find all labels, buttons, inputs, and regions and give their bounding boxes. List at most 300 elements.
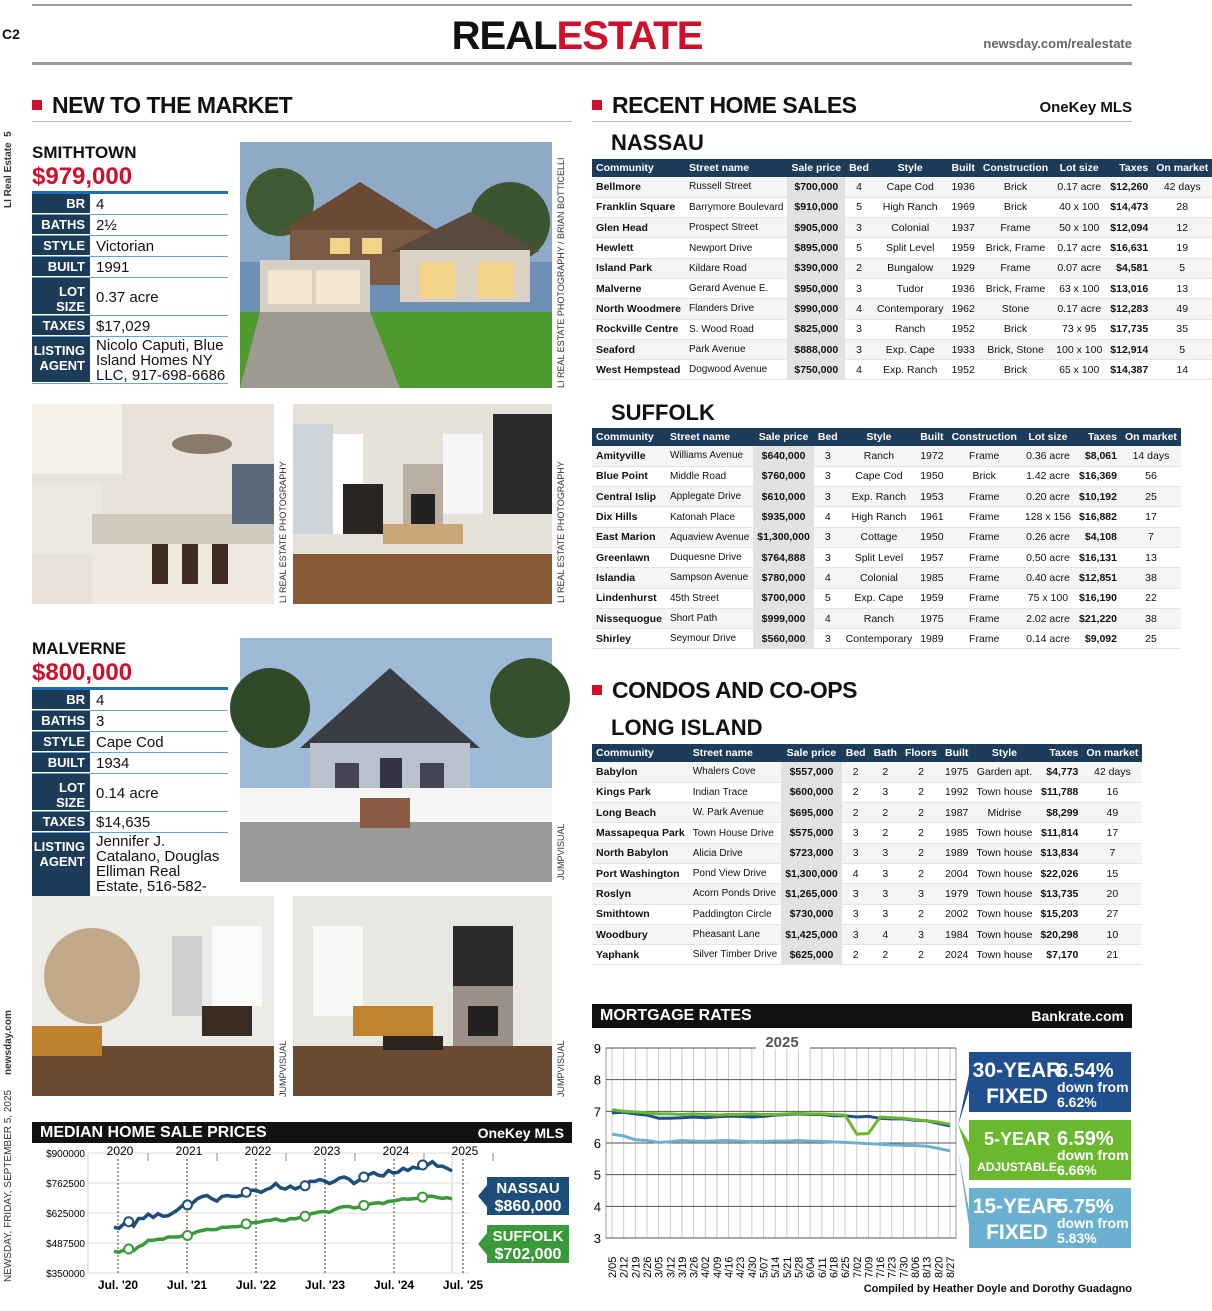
table-cell: Dix Hills [592,507,666,527]
rate-down-label: down from [1057,1215,1129,1231]
table-cell: $4,108 [1075,527,1121,547]
table-cell: Town house [972,924,1036,944]
table-cell: $895,000 [787,238,845,258]
column-header: Bed [842,744,870,762]
table-cell: $910,000 [787,197,845,217]
table-row [592,446,1181,466]
table-row [592,299,1212,319]
x-tick-label: 8/27 [945,1256,957,1278]
table-cell: 16 [1082,782,1142,802]
table-row [592,803,1142,823]
table-cell: Brick [979,177,1052,197]
spec-label: BR [32,194,90,214]
table-cell: 3 [842,924,870,944]
table-cell: 38 [1121,608,1181,628]
y-tick-label: 9 [593,1041,601,1056]
table-cell: Split Level [842,547,917,567]
spec-label: LISTING AGENT [32,337,90,383]
spec-row [32,215,228,236]
spec-value: 3 [96,713,105,730]
table-cell: $16,631 [1106,238,1152,258]
table-cell: 65 x 100 [1052,360,1106,380]
table-cell: 56 [1121,466,1181,486]
table-cell: $12,283 [1106,299,1152,319]
table-cell: 19 [1152,238,1212,258]
table-cell: 49 [1082,803,1142,823]
table-cell: 4 [842,863,870,883]
table-cell: 28 [1152,197,1212,217]
table-cell: 3 [814,547,842,567]
table-cell: 2 [842,782,870,802]
table-row [592,319,1212,339]
year-label: 2020 [106,1144,134,1158]
data-point [183,1231,192,1240]
column-header: Sale price [787,159,845,177]
table-cell: Long Beach [592,803,689,823]
table-cell: $935,000 [753,507,814,527]
table-cell: 5 [845,238,873,258]
x-tick-label: Jul. '24 [373,1278,415,1292]
listing-smithtown [32,143,228,384]
table-cell: 14 days [1121,446,1181,466]
table-cell: 27 [1082,904,1142,924]
callout-pointer [478,1185,487,1207]
rate-value: 6.54% [1057,1060,1114,1082]
table-cell: Frame [979,258,1052,278]
spec-label: TAXES [32,812,90,832]
table-cell: 0.14 acre [1021,629,1075,649]
table-cell: Massapequa Park [592,823,689,843]
table-row [592,762,1142,782]
suffolk-table [592,428,1177,649]
table-cell: 3 [870,884,901,904]
table-row [592,568,1181,588]
table-cell: 2 [901,904,941,924]
x-tick-label: 3/12 [665,1256,678,1278]
table-cell: Amityville [592,446,666,466]
spec-row [32,257,228,278]
table-cell: $9,092 [1075,629,1121,649]
column-header: Lot size [1052,159,1106,177]
table-cell: $999,000 [753,608,814,628]
table-cell: 0.20 acre [1021,487,1075,507]
table-cell: 1950 [916,466,947,486]
table-cell: 2 [842,945,870,965]
y-tick-label: $350000 [46,1269,85,1280]
table-cell: 2 [870,762,901,782]
table-cell: Brick, Stone [979,339,1052,359]
table-cell: 17 [1121,507,1181,527]
table-cell: $14,473 [1106,197,1152,217]
table-cell: 2 [901,782,941,802]
table-cell: 1957 [916,547,947,567]
y-tick-label: 5 [593,1167,601,1183]
table-cell: 2004 [941,863,972,883]
table-cell: Aquaview Avenue [666,527,753,547]
x-tick-label: 7/02 [851,1256,864,1278]
table-cell: $950,000 [787,278,845,298]
table-cell: Brick, Frame [979,278,1052,298]
table-cell: 3 [870,782,901,802]
table-cell: 1929 [947,258,978,278]
table-cell: W. Park Avenue [689,803,781,823]
table-cell: $695,000 [781,803,842,823]
table-cell: Frame [948,446,1021,466]
table-cell: $990,000 [787,299,845,319]
spec-row [32,194,228,215]
table-cell: $575,000 [781,823,842,843]
x-tick-label: 4/02 [700,1256,713,1278]
side-date-label: NEWSDAY, FRIDAY, SEPTEMBER 5, 2025 [3,1089,14,1282]
column-header: Style [842,428,917,446]
spec-value: 2½ [96,217,117,234]
table-cell: $14,387 [1106,360,1152,380]
table-cell: Pheasant Lane [689,924,781,944]
column-header: On market [1152,159,1212,177]
table-cell: $12,914 [1106,339,1152,359]
spec-value: Cape Cod [96,734,164,751]
listing-specs [32,687,228,910]
column-header: Built [947,159,978,177]
x-tick-label: Jul. '25 [442,1278,484,1292]
table-cell: Franklin Square [592,197,685,217]
table-cell: 21 [1082,945,1142,965]
table-cell: Whalers Cove [689,762,781,782]
table-cell: $20,298 [1036,924,1082,944]
table-cell: 3 [842,904,870,924]
table-cell: $557,000 [781,762,842,782]
table-cell: 22 [1121,588,1181,608]
table-row [592,258,1212,278]
table-cell: Flanders Drive [685,299,787,319]
table-cell: $13,834 [1036,843,1082,863]
table-cell: $11,788 [1036,782,1082,802]
table-cell: 7 [1082,843,1142,863]
column-header: Street name [689,744,781,762]
table-cell: Alicia Drive [689,843,781,863]
rate-prev: 6.66% [1057,1162,1097,1178]
table-cell: 5 [814,588,842,608]
rate-box-pointer [958,1124,969,1158]
table-cell: Ranch [842,446,917,466]
table-cell: 75 x 100 [1021,588,1075,608]
table-cell: Town House Drive [689,823,781,843]
top-rule [32,4,1132,6]
x-tick-label: 6/11 [816,1257,829,1278]
table-cell: 38 [1121,568,1181,588]
kitchen-photo [32,404,274,604]
spec-value: 4 [96,196,105,213]
table-cell: 2.02 acre [1021,608,1075,628]
callout-value: $860,000 [494,1198,562,1215]
table-cell: Exp. Cape [842,588,917,608]
table-cell: Frame [948,629,1021,649]
photo-credit: LI REAL ESTATE PHOTOGRAPHY [278,461,288,603]
listing-city: MALVERNE [32,639,127,658]
table-cell: 40 x 100 [1052,197,1106,217]
x-tick-label: 7/16 [875,1256,888,1278]
table-cell: Glen Head [592,218,685,238]
table-cell: Frame [948,588,1021,608]
spec-label: BUILT [32,753,90,773]
table-cell: 13 [1121,547,1181,567]
table-cell: 2 [842,803,870,823]
table-cell: 10 [1082,924,1142,944]
table-cell: $16,131 [1075,547,1121,567]
x-tick-label: 4/23 [735,1256,748,1278]
table-cell: Brick [948,466,1021,486]
x-tick-label: 2/19 [630,1256,643,1278]
table-cell: $700,000 [753,588,814,608]
table-cell: $8,061 [1075,446,1121,466]
side-site-label: newsday.com [3,1010,14,1075]
condos-heading: CONDOS AND CO-OPS [592,677,857,704]
table-cell: Frame [948,527,1021,547]
table-cell: 1961 [916,507,947,527]
callout-value: $702,000 [494,1246,562,1263]
suffolk-heading: SUFFOLK [611,400,715,425]
table-cell: 4 [845,177,873,197]
table-cell: Lindenhurst [592,588,666,608]
table-cell: 1937 [947,218,978,238]
x-tick-label: Jul. '20 [97,1278,139,1292]
column-header: Taxes [1036,744,1082,762]
table-cell: 15 [1082,863,1142,883]
listing-malverne [32,639,228,910]
column-header: Bed [814,428,842,446]
listing-specs [32,191,228,384]
table-cell: 1985 [916,568,947,588]
table-cell: $730,000 [781,904,842,924]
table-cell: $12,094 [1106,218,1152,238]
spec-row [32,690,228,711]
spec-row [32,337,228,384]
table-cell: $1,300,000 [781,863,842,883]
data-point [124,1217,133,1226]
table-cell: 1989 [941,843,972,863]
y-tick-label: 6 [593,1136,601,1151]
y-tick-label: $625000 [46,1209,85,1220]
x-tick-label: 3/05 [653,1256,666,1278]
table-cell: Babylon [592,762,689,782]
table-cell: $723,000 [781,843,842,863]
table-cell: Ranch [873,319,948,339]
table-row [592,863,1142,883]
table-cell: Middle Road [666,466,753,486]
column-header: Street name [666,428,753,446]
side-section-label: LI Real Estate 5 [3,131,14,208]
rate-term: 15-YEAR [972,1195,1062,1218]
table-cell: Brick [979,319,1052,339]
data-point [301,1181,310,1190]
table-row [592,466,1181,486]
spec-row [32,278,228,316]
table-cell: North Babylon [592,843,689,863]
table-cell: Town house [972,843,1036,863]
table-cell: Garden apt. [972,762,1036,782]
y-tick-label: 8 [593,1072,601,1088]
column-header: Community [592,428,666,446]
long-island-heading: LONG ISLAND [611,715,763,740]
table-cell: Frame [979,218,1052,238]
table-cell: 1953 [916,487,947,507]
table-row [592,843,1142,863]
table-cell: $780,000 [753,568,814,588]
table-cell: $22,026 [1036,863,1082,883]
table-cell: 2002 [941,904,972,924]
x-tick-label: 2/12 [618,1256,631,1278]
table-cell: 1952 [947,360,978,380]
table-cell: 1952 [947,319,978,339]
table-cell: North Woodmere [592,299,685,319]
spec-row [32,774,228,812]
table-cell: 12 [1152,218,1212,238]
table-cell: $750,000 [787,360,845,380]
table-cell: 0.26 acre [1021,527,1075,547]
table-cell: 2024 [941,945,972,965]
rate-value: 5.75% [1057,1196,1114,1218]
table-cell: Frame [948,568,1021,588]
table-cell: Ranch [842,608,917,628]
table-cell: $1,300,000 [753,527,814,547]
table-cell: Yaphank [592,945,689,965]
y-tick-label: $900000 [46,1149,85,1160]
table-cell: $12,260 [1106,177,1152,197]
table-row [592,487,1181,507]
column-header: Community [592,159,685,177]
table-cell: 4 [845,299,873,319]
table-cell: West Hempstead [592,360,685,380]
column-header: On market [1082,744,1142,762]
table-cell: S. Wood Road [685,319,787,339]
rate-prev: 5.83% [1057,1230,1097,1246]
table-cell: $16,369 [1075,466,1121,486]
table-cell: 1933 [947,339,978,359]
x-tick-label: 6/18 [828,1256,841,1278]
table-cell: Woodbury [592,924,689,944]
table-cell: Exp. Ranch [842,487,917,507]
section-url[interactable]: newsday.com/realestate [983,36,1132,51]
table-cell: 1979 [941,884,972,904]
new-market-heading: NEW TO THE MARKET [32,92,292,119]
chart-title: MORTGAGE RATES [600,1007,752,1024]
rate-type: ADJUSTABLE [977,1160,1057,1174]
table-cell: 100 x 100 [1052,339,1106,359]
table-cell: $7,170 [1036,945,1082,965]
table-cell: 2 [870,823,901,843]
table-cell: 3 [845,218,873,238]
table-cell: $560,000 [753,629,814,649]
table-row [592,547,1181,567]
table-cell: $764,888 [753,547,814,567]
table-cell: 4 [814,608,842,628]
table-cell: $15,203 [1036,904,1082,924]
rate-type: FIXED [986,1221,1048,1244]
spec-label: BR [32,690,90,710]
chart-source: OneKey MLS [477,1124,564,1141]
table-cell: Colonial [873,218,948,238]
table-cell: $4,773 [1036,762,1082,782]
table-cell: 0.17 acre [1052,238,1106,258]
table-cell: Roslyn [592,884,689,904]
column-header: Bath [870,744,901,762]
photo-credit: LI REAL ESTATE PHOTOGRAPHY [556,461,566,603]
table-cell: 3 [901,884,941,904]
table-cell: $1,265,000 [781,884,842,904]
table-cell: 25 [1121,629,1181,649]
table-cell: $625,000 [781,945,842,965]
table-row [592,238,1212,258]
table-cell: $760,000 [753,466,814,486]
spec-label: LISTING AGENT [32,833,90,909]
table-cell: 2 [870,945,901,965]
data-point [359,1173,368,1182]
table-cell: $600,000 [781,782,842,802]
column-header: Sale price [781,744,842,762]
table-cell: $8,299 [1036,803,1082,823]
spec-row [32,316,228,337]
table-cell: 7 [1121,527,1181,547]
year-label: 2024 [382,1144,410,1158]
column-header: Floors [901,744,941,762]
table-cell: 14 [1152,360,1212,380]
table-cell: Dogwood Avenue [685,360,787,380]
column-header: Street name [685,159,787,177]
spec-value: $14,635 [96,814,151,831]
median-price-chart [32,1143,572,1295]
table-cell: Applegate Drive [666,487,753,507]
table-cell: 3 [842,884,870,904]
table-cell: 3 [814,466,842,486]
spec-value: 0.37 acre [96,288,159,306]
x-tick-label: 5/28 [793,1256,806,1278]
spec-row [32,236,228,257]
table-cell: Contemporary [842,629,917,649]
table-cell: 0.36 acre [1021,446,1075,466]
table-cell: Duquesne Drive [666,547,753,567]
table-cell: 1985 [941,823,972,843]
table-cell: 1969 [947,197,978,217]
table-cell: 1992 [941,782,972,802]
table-cell: Exp. Cape [873,339,948,359]
table-cell: 3 [814,629,842,649]
table-cell: Seaford [592,339,685,359]
spec-label: BATHS [32,711,90,731]
table-cell: 1950 [916,527,947,547]
table-cell: 63 x 100 [1052,278,1106,298]
table-cell: Nissequogue [592,608,666,628]
compiled-by: Compiled by Heather Doyle and Dorothy Guadagno [863,1283,1132,1295]
table-row [592,339,1212,359]
table-cell: Gerard Avenue E. [685,278,787,298]
table-cell: Town house [972,863,1036,883]
table-cell: 0.50 acre [1021,547,1075,567]
table-cell: $11,814 [1036,823,1082,843]
x-tick-label: 7/23 [886,1256,899,1278]
spec-value: Nicolo Caputi, Blue Island Homes NY LLC, 917-698-6686 [96,337,226,384]
table-cell: 1989 [916,629,947,649]
rate-box-pointer [958,1151,969,1226]
x-tick-label: 3/26 [688,1256,701,1278]
table-cell: Malverne [592,278,685,298]
table-cell: Pond View Drive [689,863,781,883]
table-cell: Contemporary [873,299,948,319]
living-room-photo [293,404,552,604]
x-tick-label: 8/13 [921,1256,934,1278]
rate-down-label: down from [1057,1147,1129,1163]
recent-sales-source: OneKey MLS [1039,99,1132,116]
table-cell: 3 [901,924,941,944]
